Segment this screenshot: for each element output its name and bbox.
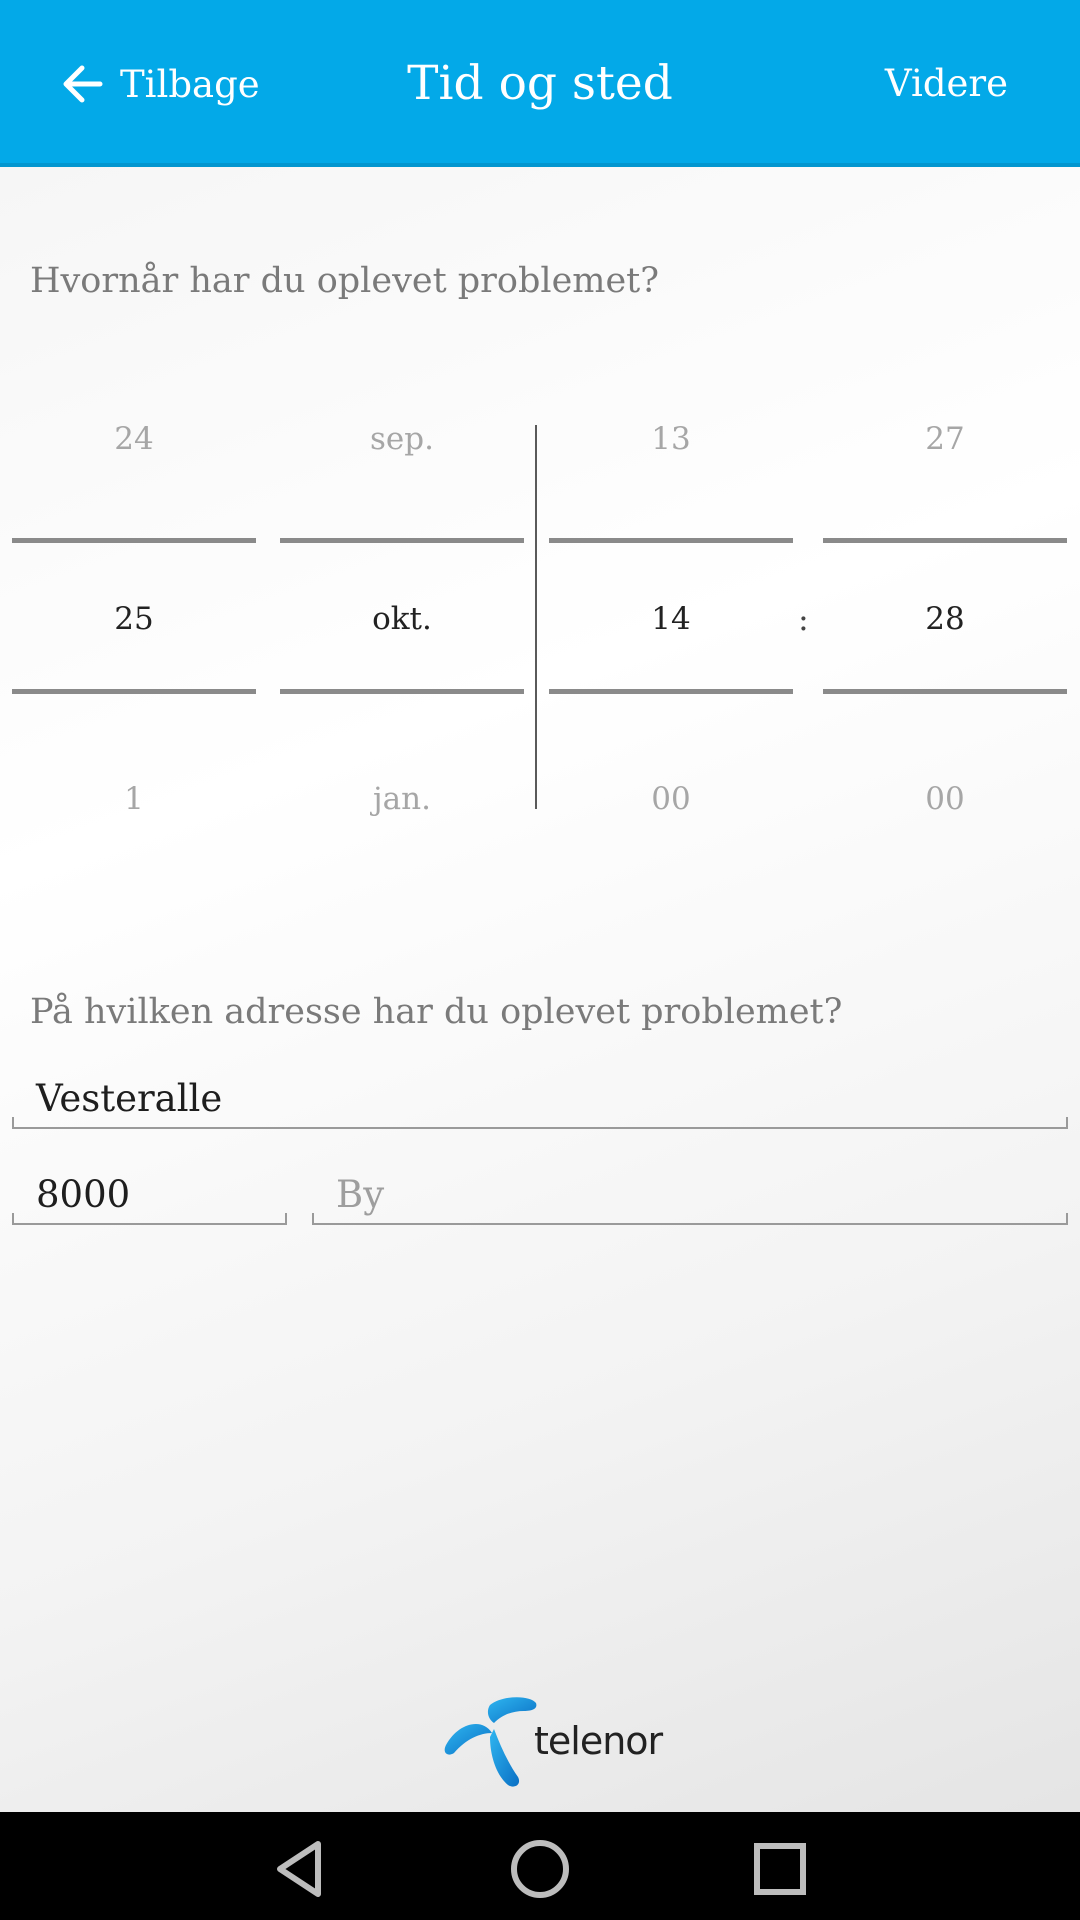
time-question: Hvornår har du oplevet problemet? xyxy=(30,261,660,301)
day-prev[interactable]: 24 xyxy=(114,421,154,457)
postcode-value: 8000 xyxy=(36,1173,131,1216)
nav-recents-button[interactable] xyxy=(745,1834,815,1904)
month-next[interactable]: jan. xyxy=(373,781,431,817)
day-current[interactable]: 25 xyxy=(114,601,154,637)
hour-prev[interactable]: 13 xyxy=(651,421,691,457)
picker-divider xyxy=(280,538,524,543)
street-value: Vesteralle xyxy=(36,1077,223,1120)
back-button[interactable] xyxy=(56,52,260,116)
date-time-divider xyxy=(535,425,537,809)
back-label: Tilbage xyxy=(120,62,260,106)
picker-divider xyxy=(549,538,793,543)
city-field[interactable] xyxy=(312,1165,1068,1225)
home-circle-icon xyxy=(505,1834,575,1904)
day-next[interactable]: 1 xyxy=(124,781,144,817)
minute-current[interactable]: 28 xyxy=(925,601,965,637)
picker-divider xyxy=(549,689,793,694)
system-nav-bar xyxy=(0,1812,1080,1920)
hour-next[interactable]: 00 xyxy=(651,781,691,817)
month-current[interactable]: okt. xyxy=(372,601,432,637)
picker-divider xyxy=(280,689,524,694)
picker-divider xyxy=(823,689,1067,694)
picker-divider xyxy=(12,689,256,694)
city-placeholder: By xyxy=(336,1173,385,1216)
telenor-propeller-icon xyxy=(440,1693,540,1789)
postcode-field[interactable] xyxy=(12,1165,287,1225)
nav-back-button[interactable] xyxy=(266,1834,336,1904)
picker-divider xyxy=(12,538,256,543)
hour-current[interactable]: 14 xyxy=(651,601,691,637)
picker-divider xyxy=(823,538,1067,543)
next-button[interactable]: Videre xyxy=(884,62,1008,105)
nav-home-button[interactable] xyxy=(505,1834,575,1904)
address-question: På hvilken adresse har du oplevet problemet? xyxy=(30,992,843,1032)
minute-prev[interactable]: 27 xyxy=(925,421,965,457)
app-bar xyxy=(0,0,1080,167)
street-field[interactable] xyxy=(12,1069,1068,1129)
recents-square-icon xyxy=(745,1834,815,1904)
month-prev[interactable]: sep. xyxy=(370,421,434,457)
minute-next[interactable]: 00 xyxy=(925,781,965,817)
arrow-left-icon xyxy=(56,57,110,111)
telenor-wordmark: telenor xyxy=(534,1719,663,1763)
time-separator: : xyxy=(798,600,809,638)
telenor-logo xyxy=(440,1693,662,1789)
back-triangle-icon xyxy=(266,1834,336,1904)
page-title: Tid og sted xyxy=(407,56,673,111)
